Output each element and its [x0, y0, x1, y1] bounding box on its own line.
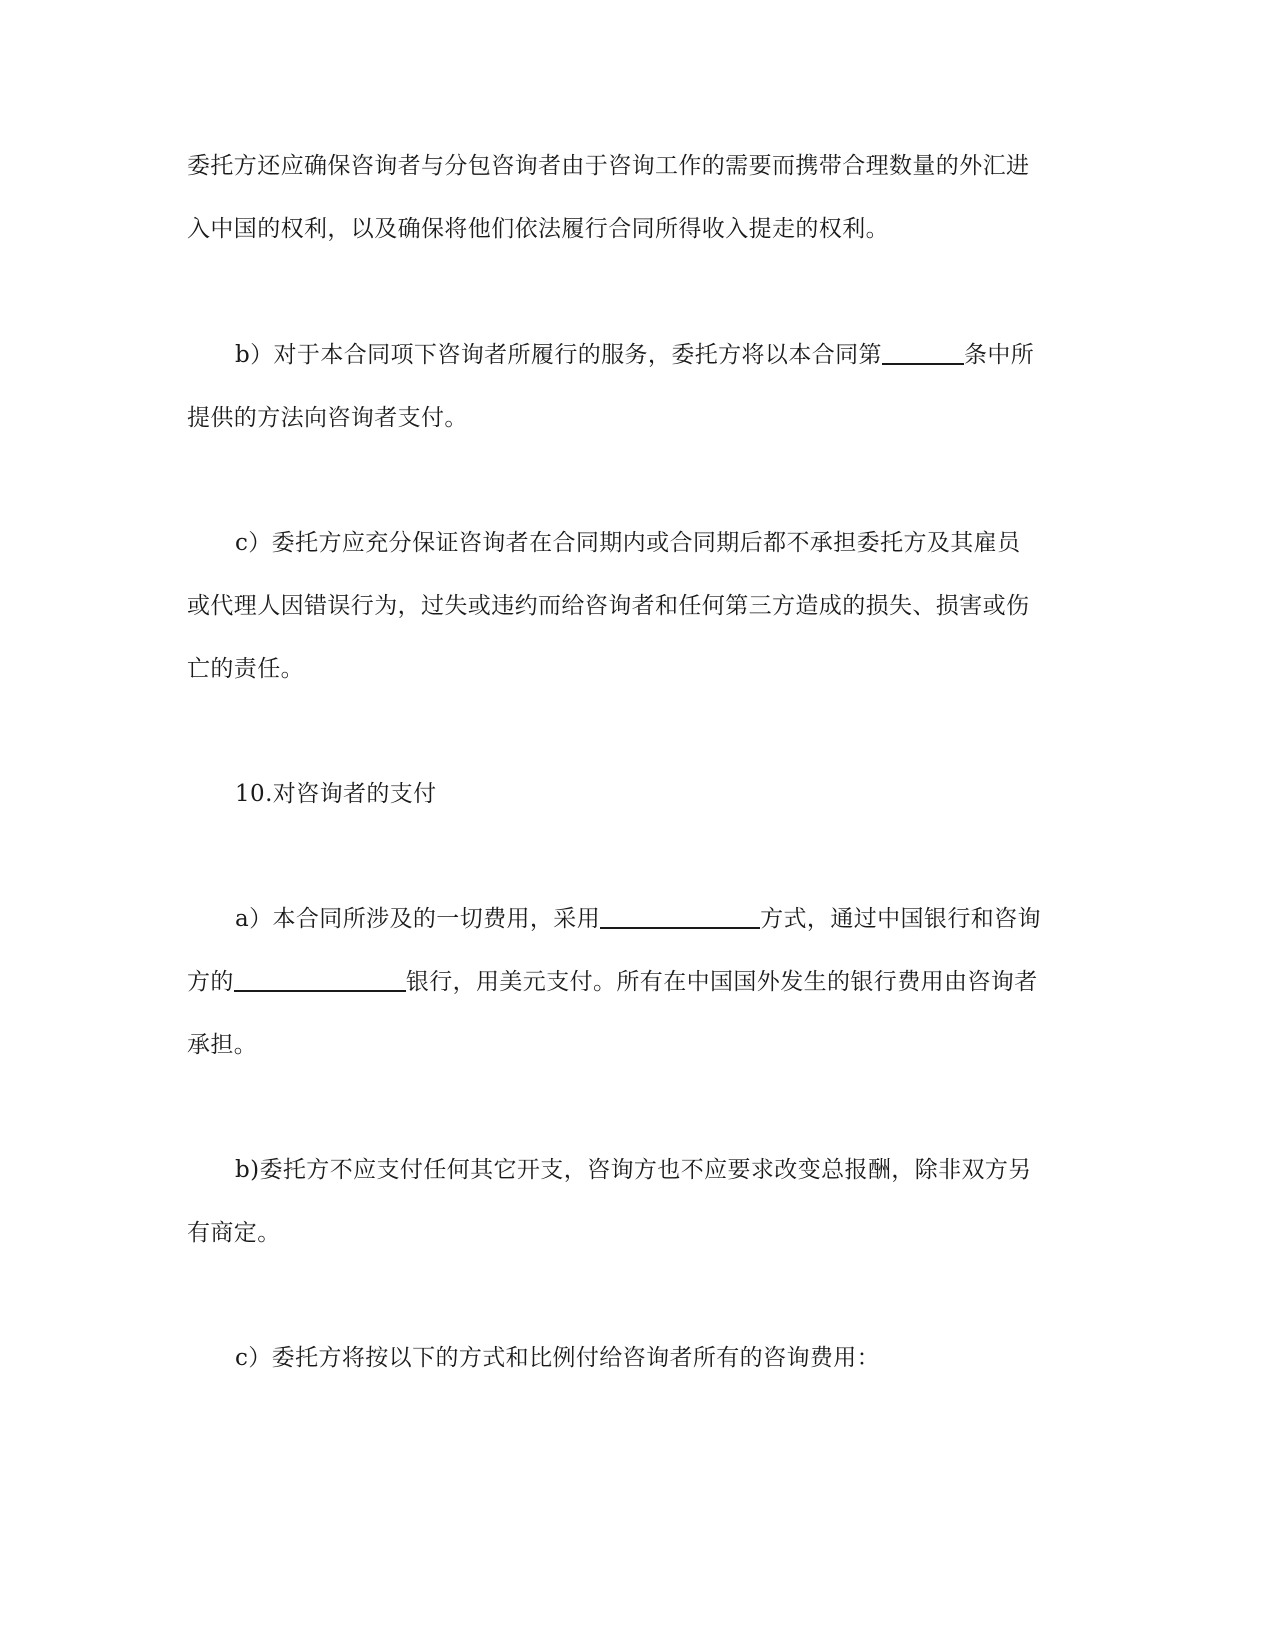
fill-in-blank-bank-name[interactable] — [234, 968, 406, 992]
paragraph-1-line-2: 入中国的权利，以及确保将他们依法履行合同所得收入提走的权利。 — [187, 216, 889, 242]
paragraph-a-line-1 — [235, 903, 1087, 935]
paragraph-2-line-1 — [235, 339, 1087, 371]
paragraph-a-line-3: 承担。 — [187, 1032, 258, 1058]
paragraph-c2-line-1: c）委托方将按以下的方式和比例付给咨询者所有的咨询费用： — [235, 1345, 881, 1371]
clause-b-text-before: b）对于本合同项下咨询者所履行的服务，委托方将以本合同第 — [235, 342, 882, 368]
paragraph-3-line-2: 或代理人因错误行为，过失或违约而给咨询者和任何第三方造成的损失、损害或伤 — [187, 593, 1030, 619]
paragraph-3-line-3: 亡的责任。 — [187, 656, 304, 682]
paragraph-b2-line-1: b)委托方不应支付任何其它开支，咨询方也不应要求改变总报酬，除非双方另 — [235, 1157, 1032, 1183]
section-heading-10: 10.对咨询者的支付 — [235, 781, 437, 807]
clause-a-line2-before: 方的 — [187, 969, 234, 995]
paragraph-3-line-1: c）委托方应充分保证咨询者在合同期内或合同期后都不承担委托方及其雇员 — [235, 530, 1021, 556]
paragraph-a-line-2 — [187, 966, 1087, 998]
clause-a-line2-after: 银行，用美元支付。所有在中国国外发生的银行费用由咨询者 — [405, 969, 1038, 995]
paragraph-1-line-1: 委托方还应确保咨询者与分包咨询者由于咨询工作的需要而携带合理数量的外汇进 — [187, 153, 1030, 179]
clause-b-text-after: 条中所 — [963, 342, 1035, 368]
fill-in-blank-payment-method[interactable] — [600, 905, 760, 929]
clause-a-text-before: a）本合同所涉及的一切费用，采用 — [235, 906, 601, 932]
paragraph-b2-line-2: 有商定。 — [187, 1220, 281, 1246]
paragraph-2-line-2: 提供的方法向咨询者支付。 — [187, 405, 468, 431]
clause-a-text-after: 方式，通过中国银行和咨询 — [760, 906, 1041, 932]
fill-in-blank-article-number[interactable] — [882, 341, 964, 365]
